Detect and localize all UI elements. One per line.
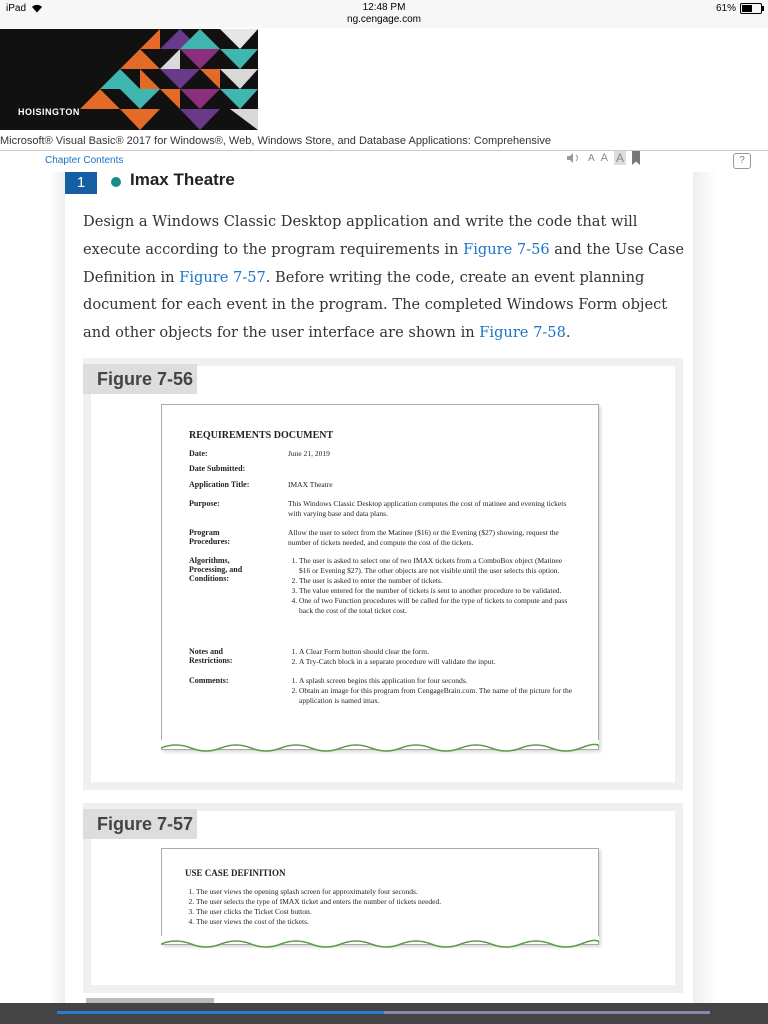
reading-progress-bar[interactable] <box>57 1011 710 1014</box>
column-shadow-right <box>693 172 718 1024</box>
date-value: June 21, 2019 <box>288 449 330 458</box>
date-label: Date: <box>189 449 208 458</box>
use-case-document <box>161 848 599 945</box>
divider <box>0 150 768 151</box>
figure-label: Figure 7-56 <box>83 364 197 394</box>
prose-text: Design a Windows Classic Desktop application and write the code that will execute according to the program requirements in <box>83 213 638 258</box>
battery-icon <box>740 3 762 14</box>
status-right <box>716 3 762 14</box>
requirements-document <box>161 404 599 750</box>
clock: 12:48 PM <box>362 2 406 13</box>
figure-7-57-link[interactable]: Figure 7-57 <box>179 268 266 286</box>
column-shadow-left <box>50 172 65 1024</box>
text-to-speech-icon[interactable] <box>566 152 582 164</box>
cover-pattern <box>80 29 258 130</box>
procedures-label: Program Procedures: <box>189 528 231 546</box>
algorithms-list <box>288 556 573 616</box>
question-text <box>83 208 688 347</box>
list-item: 1. The user views the opening splash screen for approximately four seconds. <box>196 887 585 897</box>
status-center <box>0 2 768 26</box>
list-item: 4. One of two Function procedures will be called for the type of tickets to compute and pass back the cost of the total ticket cost. <box>299 596 573 616</box>
figure-7-56-link[interactable]: Figure 7-56 <box>463 240 550 258</box>
author-name: HOISINGTON <box>18 107 80 117</box>
notes-label: Notes and Restrictions: <box>189 647 233 665</box>
list-item: 1. The user is asked to select one of two IMAX tickets from a ComboBox object (Matinee $16 or Evening $27). The other objects are not visible until the user selects this option. <box>299 556 573 576</box>
list-item: 2. The user selects the type of IMAX ticket and enters the number of tickets needed. <box>196 897 585 907</box>
font-size-large-button[interactable]: A <box>616 151 625 165</box>
purpose-label: Purpose: <box>189 499 220 508</box>
use-case-list <box>185 887 585 927</box>
list-item: 3. The value entered for the number of tickets is sent to another procedure to be validated. <box>299 586 573 596</box>
question-bullet <box>111 177 121 187</box>
font-size-medium-button[interactable]: A <box>600 152 609 164</box>
prose-text: . <box>565 324 571 342</box>
comments-list <box>288 676 573 706</box>
torn-edge <box>161 936 599 950</box>
algorithms-label: Algorithms, Processing, and Conditions: <box>189 556 243 583</box>
reader-toolbar <box>566 151 640 165</box>
date-submitted-label: Date Submitted: <box>189 464 246 473</box>
figure-7-58-link[interactable]: Figure 7-58 <box>479 324 566 342</box>
list-item: 4. The user views the cost of the tickets. <box>196 917 585 927</box>
question-title: Imax Theatre <box>130 170 235 189</box>
bookmark-icon[interactable] <box>632 151 640 165</box>
list-item: 3. The user clicks the Ticket Cost button. <box>196 907 585 917</box>
torn-edge <box>161 740 599 754</box>
list-item: 1. A Clear Form button should clear the form. <box>299 647 573 657</box>
list-item: 2. The user is asked to enter the number of tickets. <box>299 576 573 586</box>
list-item: 1. A splash screen begins this application for four seconds. <box>299 676 573 686</box>
font-size-small-button[interactable]: A <box>588 152 595 164</box>
list-item: 2. A Try-Catch block in a separate procedure will validate the input. <box>299 657 573 667</box>
comments-label: Comments: <box>189 676 229 685</box>
battery-percent: 61% <box>715 3 736 14</box>
help-button[interactable]: ? <box>733 153 751 169</box>
document-heading: REQUIREMENTS DOCUMENT <box>189 430 334 441</box>
status-bar <box>0 0 768 28</box>
notes-list <box>288 647 573 667</box>
prose-text: . Before writing the code, create an event planning document for each event in the program. The completed Windows Form object and other objects for the user interface are shown in <box>83 268 668 342</box>
document-heading: USE CASE DEFINITION <box>185 868 286 878</box>
list-item: 2. Obtain an image for this program from CengageBrain.com. The name of the picture for the application is named imax. <box>299 686 573 706</box>
app-title-value: IMAX Theatre <box>288 480 333 489</box>
procedures-value: Allow the user to select from the Matinee ($16) or the Evening ($27) showing, request the number of tickets needed, and compute the cost of the tickets. <box>288 528 559 547</box>
prose-text: and the Use Case Definition in <box>83 240 684 286</box>
url-label[interactable]: ng.cengage.com <box>347 14 421 25</box>
book-cover-banner <box>0 29 258 130</box>
chapter-contents-link[interactable]: Chapter Contents <box>45 155 124 166</box>
figure-label: Figure 7-57 <box>83 809 197 839</box>
purpose-value: This Windows Classic Desktop application computes the cost of matinee and evening tickets with varying base and data plans. <box>288 499 567 518</box>
app-title-label: Application Title: <box>189 480 250 489</box>
book-title: Microsoft® Visual Basic® 2017 for Windows®, Web, Windows Store, and Database Applications: Comprehensive <box>0 135 551 147</box>
question-number-badge: 1 <box>65 172 97 194</box>
device-label: iPad <box>6 3 27 14</box>
